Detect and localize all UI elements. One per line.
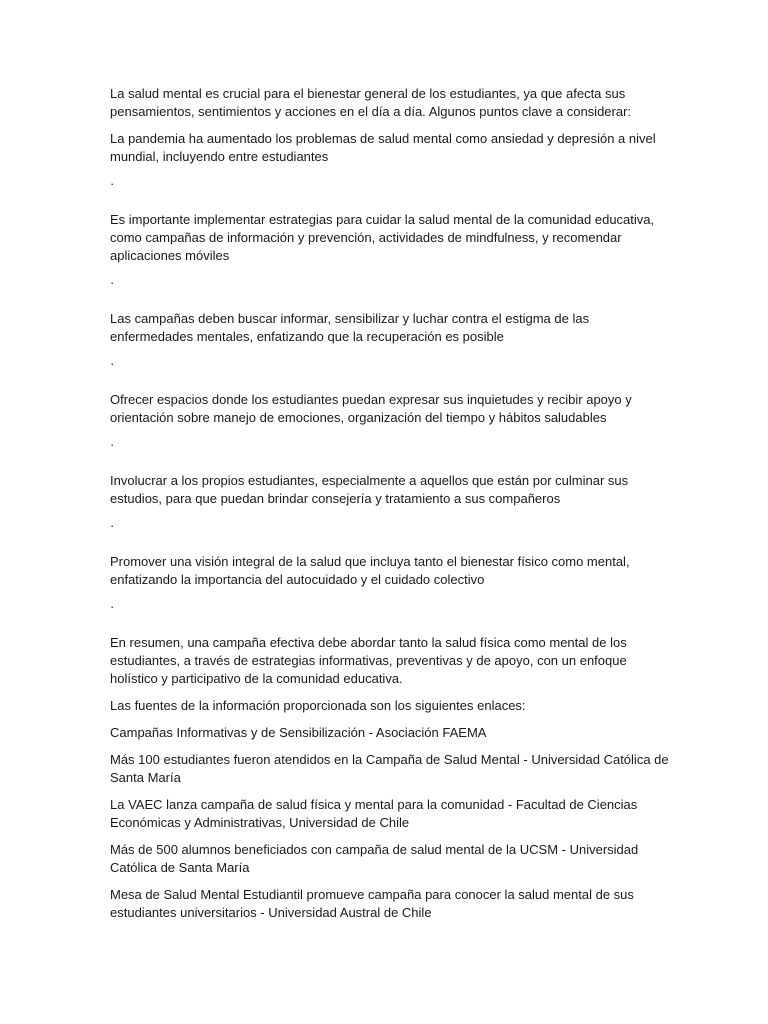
source-item: Más 100 estudiantes fueron atendidos en la Campaña de Salud Mental - Universidad Católica de Santa María bbox=[110, 752, 669, 785]
source-item: Más de 500 alumnos beneficiados con campaña de salud mental de la UCSM - Universidad Católica de Santa María bbox=[110, 842, 639, 875]
bullet-separator: · bbox=[110, 518, 115, 533]
intro-paragraph: La salud mental es crucial para el bienestar general de los estudiantes, ya que afecta sus pensamientos, sentimientos y acciones en el día a día. Algunos puntos clave a considerar: bbox=[110, 86, 632, 119]
source-item: La VAEC lanza campaña de salud física y mental para la comunidad - Facultad de Ciencias Económicas y Administrativas, Universidad de Chile bbox=[110, 797, 638, 830]
point-paragraph: Es importante implementar estrategias para cuidar la salud mental de la comunidad educativa, como campañas de información y prevención, actividades de mindfulness, y recomendar aplicaciones móviles bbox=[110, 212, 655, 263]
summary-paragraph: En resumen, una campaña efectiva debe abordar tanto la salud física como mental de los estudiantes, a través de estrategias informativas, preventivas y de apoyo, con un enfoque holístico y participativo de la comunidad educativa. bbox=[110, 635, 627, 686]
bullet-separator: · bbox=[110, 275, 115, 290]
sources-intro: Las fuentes de la información proporcionada son los siguientes enlaces: bbox=[110, 698, 526, 713]
bullet-separator: · bbox=[110, 356, 115, 371]
point-paragraph: Involucrar a los propios estudiantes, especialmente a aquellos que están por culminar sus estudios, para que puedan brindar consejería y tratamiento a sus compañeros bbox=[110, 473, 629, 506]
point-paragraph: Promover una visión integral de la salud que incluya tanto el bienestar físico como mental, enfatizando la importancia del autocuidado y el cuidado colectivo bbox=[110, 554, 630, 587]
source-item: Campañas Informativas y de Sensibilización - Asociación FAEMA bbox=[110, 725, 487, 740]
bullet-separator: · bbox=[110, 599, 115, 614]
source-item: Mesa de Salud Mental Estudiantil promueve campaña para conocer la salud mental de sus estudiantes universitarios - Universidad Austral de Chile bbox=[110, 887, 634, 920]
point-paragraph: La pandemia ha aumentado los problemas de salud mental como ansiedad y depresión a nivel mundial, incluyendo entre estudiantes bbox=[110, 131, 656, 164]
bullet-separator: · bbox=[110, 176, 115, 191]
point-paragraph: Ofrecer espacios donde los estudiantes puedan expresar sus inquietudes y recibir apoyo y orientación sobre manejo de emociones, organización del tiempo y hábitos saludables bbox=[110, 392, 632, 425]
document-page bbox=[110, 85, 670, 931]
bullet-separator: · bbox=[110, 437, 115, 452]
point-paragraph: Las campañas deben buscar informar, sensibilizar y luchar contra el estigma de las enfermedades mentales, enfatizando que la recuperación es posible bbox=[110, 311, 590, 344]
